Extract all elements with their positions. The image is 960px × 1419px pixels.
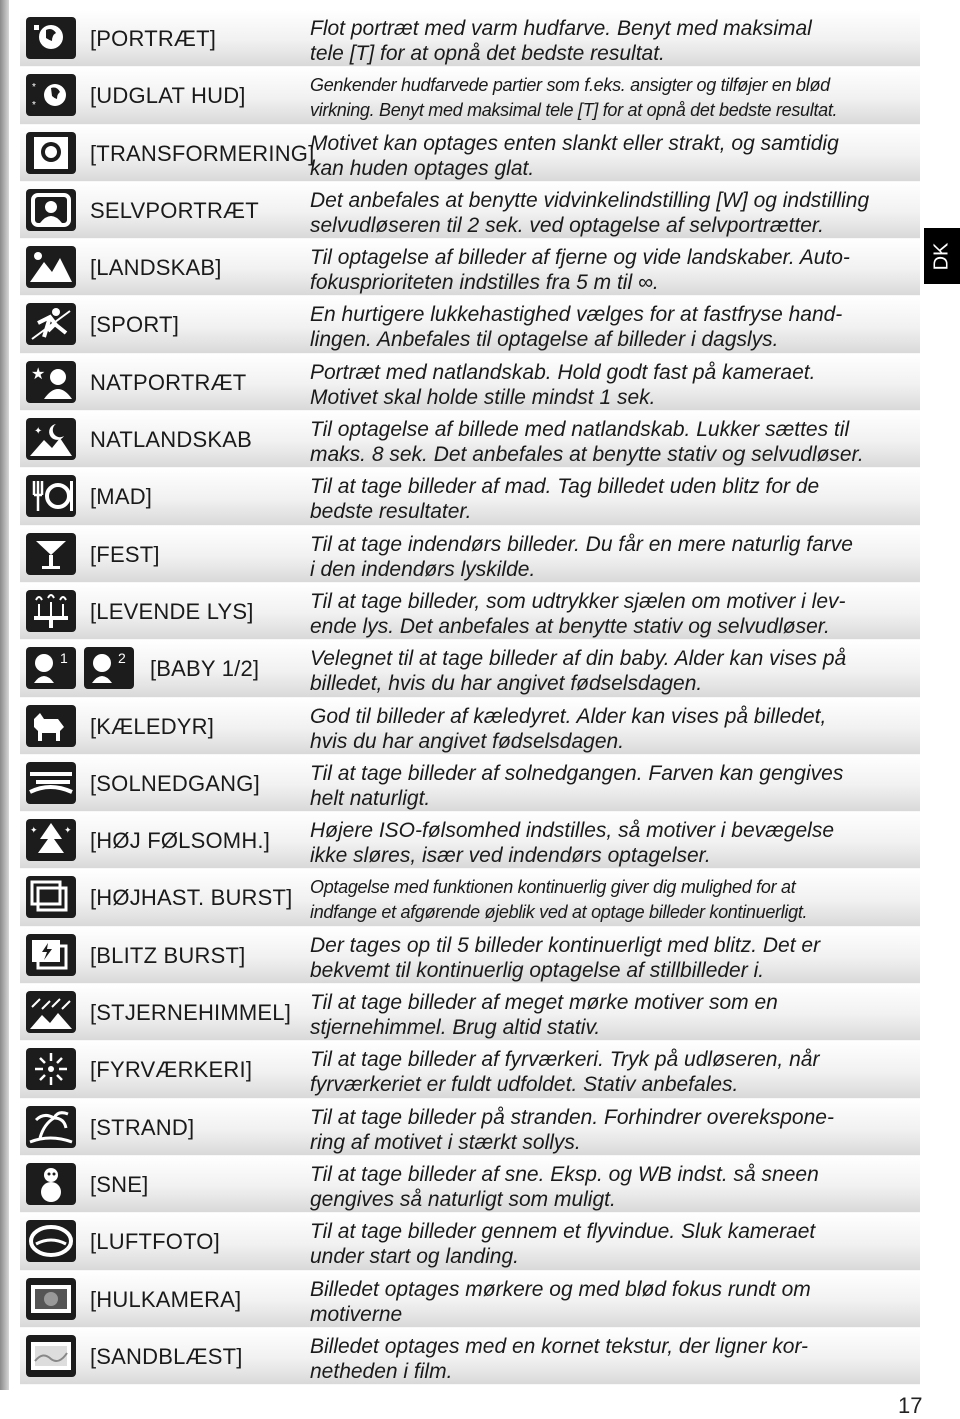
description-line: fokusprioriteten indstilles fra 5 m til ∞. bbox=[310, 271, 659, 295]
pet-icon bbox=[26, 705, 76, 747]
starry-sky-icon bbox=[26, 991, 76, 1033]
scene-mode-table bbox=[20, 10, 920, 1385]
description-line: gengives så naturligt som muligt. bbox=[310, 1187, 616, 1211]
night-scenery-icon bbox=[26, 418, 76, 460]
scene-mode-name: [SANDBLÆST] bbox=[90, 1343, 243, 1369]
description-line: fyrværkeriet er fuldt udfoldet. Stativ anbefales. bbox=[310, 1073, 739, 1097]
description-line: hvis du har angivet fødselsdagen. bbox=[310, 729, 625, 753]
scene-mode-row bbox=[20, 182, 920, 239]
description-line: Til at tage billeder af sne. Eksp. og WB indst. så sneen bbox=[310, 1162, 819, 1186]
scene-mode-name: [STJERNEHIMMEL] bbox=[90, 1000, 292, 1026]
description-line: virkning. Benyt med maksimal tele [T] for at opnå det bedste resultat. bbox=[310, 100, 838, 121]
scene-mode-row bbox=[20, 640, 920, 697]
description-line: Der tages op til 5 billeder kontinuerligt med blitz. Det er bbox=[310, 933, 821, 957]
scene-mode-row bbox=[20, 125, 920, 182]
description-line: indfange et afgørende øjeblik ved at optage billeder kontinuerligt. bbox=[310, 902, 808, 923]
svg-text:*: * bbox=[32, 82, 36, 94]
landscape-icon bbox=[26, 246, 76, 288]
scene-mode-description bbox=[310, 131, 920, 181]
scene-mode-row bbox=[20, 698, 920, 755]
svg-text:1: 1 bbox=[60, 650, 68, 667]
description-line: ring af motivet i stærkt sollys. bbox=[310, 1130, 581, 1154]
candle-icon bbox=[26, 590, 76, 632]
night-portrait-icon bbox=[26, 361, 76, 403]
scene-mode-row bbox=[20, 1099, 920, 1156]
scene-mode-row bbox=[20, 984, 920, 1041]
page-number: 17 bbox=[898, 1393, 923, 1418]
portrait-icon bbox=[26, 17, 76, 59]
scene-mode-name: [FEST] bbox=[90, 541, 160, 567]
description-line: Portræt med natlandskab. Hold godt fast på kameraet. bbox=[310, 360, 816, 384]
scene-mode-description bbox=[310, 1334, 920, 1384]
flash-burst-icon bbox=[26, 934, 76, 976]
description-line: i den indendørs lyskilde. bbox=[310, 557, 536, 581]
scene-mode-name: [LUFTFOTO] bbox=[90, 1229, 220, 1255]
description-line: Til at tage billeder af solnedgangen. Farven kan gengives bbox=[310, 761, 844, 785]
baby-2-icon bbox=[84, 647, 134, 689]
scene-mode-description bbox=[310, 818, 920, 868]
scene-mode-row bbox=[20, 812, 920, 869]
svg-text:✦: ✦ bbox=[64, 825, 72, 836]
description-line: billedet, hvis du har angivet fødselsdagen. bbox=[310, 672, 703, 696]
scene-mode-description bbox=[310, 875, 920, 925]
description-line: Højere ISO-følsomhed indstilles, så motiver i bevægelse bbox=[310, 819, 835, 843]
scene-mode-name: NATPORTRÆT bbox=[90, 369, 247, 395]
description-line: tele [T] for at opnå det bedste resultat. bbox=[310, 42, 665, 65]
scene-mode-name: NATLANDSKAB bbox=[90, 427, 252, 453]
description-line: lingen. Anbefales til optagelse af billeder i dagslys. bbox=[310, 328, 779, 352]
scene-mode-name: [BABY 1/2] bbox=[150, 656, 260, 682]
scene-mode-row bbox=[20, 927, 920, 984]
scene-mode-description bbox=[310, 1277, 920, 1327]
scene-mode-description bbox=[310, 589, 920, 639]
scene-mode-description bbox=[310, 16, 920, 66]
scene-mode-row bbox=[20, 1328, 920, 1385]
description-line: under start og landing. bbox=[310, 1245, 519, 1269]
description-line: Til at tage billeder af meget mørke motiver som en bbox=[310, 991, 778, 1015]
description-line: Motivet skal holde stille mindst 1 sek. bbox=[310, 385, 656, 409]
description-line: Til at tage billeder gennem et flyvindue. Sluk kameraet bbox=[310, 1220, 816, 1244]
svg-text:2: 2 bbox=[118, 650, 126, 667]
language-tab-label: DK bbox=[930, 242, 953, 270]
description-line: Billedet optages med en kornet tekstur, der ligner kor- bbox=[310, 1334, 809, 1358]
description-line: Til at tage billeder, som udtrykker sjælen om motiver i lev- bbox=[310, 589, 846, 613]
description-line: Til at tage indendørs billeder. Du får en mere naturlig farve bbox=[310, 532, 853, 556]
svg-text:✦: ✦ bbox=[34, 426, 43, 438]
description-line: Flot portræt med varm hudfarve. Benyt med maksimal bbox=[310, 17, 812, 40]
scene-mode-name: [HULKAMERA] bbox=[90, 1286, 242, 1312]
soft-skin-icon bbox=[26, 74, 76, 116]
high-speed-burst-icon bbox=[26, 876, 76, 918]
description-line: bedste resultater. bbox=[310, 500, 472, 524]
description-line: Motivet kan optages enten slankt eller strakt, og samtidig bbox=[310, 131, 839, 155]
transform-icon bbox=[26, 132, 76, 174]
description-line: selvudløseren til 2 sek. ved optagelse af selvportrætter. bbox=[310, 213, 824, 237]
food-icon bbox=[26, 475, 76, 517]
scene-mode-description bbox=[310, 1162, 920, 1212]
snow-icon bbox=[26, 1163, 76, 1205]
sunset-icon bbox=[26, 762, 76, 804]
scene-mode-description bbox=[310, 1047, 920, 1097]
svg-text:✦: ✦ bbox=[30, 825, 38, 836]
description-line: Optagelse med funktionen kontinuerlig giver dig mulighed for at bbox=[310, 877, 796, 898]
scene-mode-name: [STRAND] bbox=[90, 1114, 195, 1140]
scene-mode-name: [FYRVÆRKERI] bbox=[90, 1057, 253, 1083]
scene-mode-row bbox=[20, 1271, 920, 1328]
fireworks-icon bbox=[26, 1048, 76, 1090]
scene-mode-description bbox=[310, 646, 920, 696]
scene-mode-row bbox=[20, 526, 920, 583]
scene-mode-name: [BLITZ BURST] bbox=[90, 942, 246, 968]
description-line: motiverne bbox=[310, 1302, 403, 1326]
self-portrait-icon bbox=[26, 189, 76, 231]
aerial-photo-icon bbox=[26, 1220, 76, 1262]
scene-mode-name: SELVPORTRÆT bbox=[90, 197, 259, 223]
scene-mode-name: [HØJHAST. BURST] bbox=[90, 885, 293, 911]
scene-mode-description bbox=[310, 302, 920, 352]
scene-mode-description bbox=[310, 360, 920, 410]
scene-mode-name: [MAD] bbox=[90, 484, 153, 510]
scene-mode-name: [LEVENDE LYS] bbox=[90, 598, 254, 624]
left-margin-bar bbox=[0, 0, 9, 1390]
description-line: Det anbefales at benytte vidvinkelindstilling [W] og indstilling bbox=[310, 188, 870, 212]
description-line: ende lys. Det anbefales at benytte stativ og selvudløser. bbox=[310, 614, 830, 638]
scene-mode-name: [HØJ FØLSOMH.] bbox=[90, 828, 271, 854]
description-line: Velegnet til at tage billeder af din baby. Alder kan vises på bbox=[310, 647, 847, 671]
scene-mode-row bbox=[20, 296, 920, 353]
description-line: helt naturligt. bbox=[310, 786, 431, 810]
scene-mode-description bbox=[310, 245, 920, 295]
description-line: Til optagelse af billede med natlandskab. Lukker sættes til bbox=[310, 418, 850, 442]
scene-mode-name: [PORTRÆT] bbox=[90, 26, 217, 51]
scene-mode-row bbox=[20, 411, 920, 468]
scene-mode-name: [SOLNEDGANG] bbox=[90, 770, 260, 796]
pinhole-icon bbox=[26, 1278, 76, 1320]
scene-mode-row bbox=[20, 1041, 920, 1098]
svg-text:★: ★ bbox=[31, 365, 46, 383]
description-line: maks. 8 sek. Det anbefales at benytte stativ og selvudløser. bbox=[310, 443, 864, 467]
description-line: Til optagelse af billeder af fjerne og vide landskaber. Auto- bbox=[310, 246, 850, 270]
scene-mode-description bbox=[310, 933, 920, 983]
scene-mode-description bbox=[310, 990, 920, 1040]
scene-mode-row bbox=[20, 1213, 920, 1270]
description-line: En hurtigere lukkehastighed vælges for at fastfryse hand- bbox=[310, 303, 843, 327]
scene-mode-name: [LANDSKAB] bbox=[90, 255, 222, 281]
description-line: netheden i film. bbox=[310, 1359, 453, 1383]
svg-text:*: * bbox=[32, 100, 36, 112]
description-line: God til billeder af kæledyret. Alder kan vises på billedet, bbox=[310, 704, 827, 728]
scene-mode-description bbox=[310, 1219, 920, 1269]
film-grain-icon bbox=[26, 1335, 76, 1377]
description-line: Til at tage billeder af fyrværkeri. Tryk på udløseren, når bbox=[310, 1048, 820, 1072]
scene-mode-description bbox=[310, 761, 920, 811]
scene-mode-description bbox=[310, 474, 920, 524]
description-line: Til at tage billeder af mad. Tag billedet uden blitz for de bbox=[310, 475, 820, 499]
description-line: kan huden optages glat. bbox=[310, 156, 535, 180]
description-line: Til at tage billeder på stranden. Forhindrer overekspone- bbox=[310, 1105, 834, 1129]
scene-mode-name: [SPORT] bbox=[90, 312, 180, 338]
scene-mode-name: [SNE] bbox=[90, 1171, 149, 1197]
scene-mode-row bbox=[20, 67, 920, 124]
scene-mode-name: [TRANSFORMERING] bbox=[90, 140, 315, 166]
scene-mode-row bbox=[20, 468, 920, 525]
scene-mode-row bbox=[20, 354, 920, 411]
scene-mode-description bbox=[310, 1105, 920, 1155]
description-line: Billedet optages mørkere og med blød fokus rundt om bbox=[310, 1277, 811, 1301]
language-tab bbox=[924, 228, 960, 284]
description-line: Genkender hudfarvede partier som f.eks. ansigter og tilføjer en blød bbox=[310, 75, 830, 96]
description-line: bekvemt til kontinuerlig optagelse af stillbilleder i. bbox=[310, 958, 765, 982]
high-sensitivity-icon bbox=[26, 819, 76, 861]
description-line: stjernehimmel. Brug altid stativ. bbox=[310, 1016, 601, 1040]
scene-mode-name: [UDGLAT HUD] bbox=[90, 83, 246, 109]
scene-mode-row bbox=[20, 755, 920, 812]
party-icon bbox=[26, 533, 76, 575]
sport-icon bbox=[26, 303, 76, 345]
scene-mode-row bbox=[20, 1156, 920, 1213]
baby-1-icon bbox=[26, 647, 76, 689]
scene-mode-row bbox=[20, 10, 920, 67]
scene-mode-row bbox=[20, 869, 920, 926]
scene-mode-description bbox=[310, 417, 920, 467]
scene-mode-description bbox=[310, 188, 920, 238]
scene-mode-description bbox=[310, 73, 920, 123]
description-line: ikke sløres, især ved indendørs optagelser. bbox=[310, 844, 711, 868]
scene-mode-row bbox=[20, 239, 920, 296]
beach-icon bbox=[26, 1106, 76, 1148]
scene-mode-name: [KÆLEDYR] bbox=[90, 713, 215, 739]
scene-mode-description bbox=[310, 704, 920, 754]
scene-mode-row bbox=[20, 583, 920, 640]
scene-mode-description bbox=[310, 532, 920, 582]
